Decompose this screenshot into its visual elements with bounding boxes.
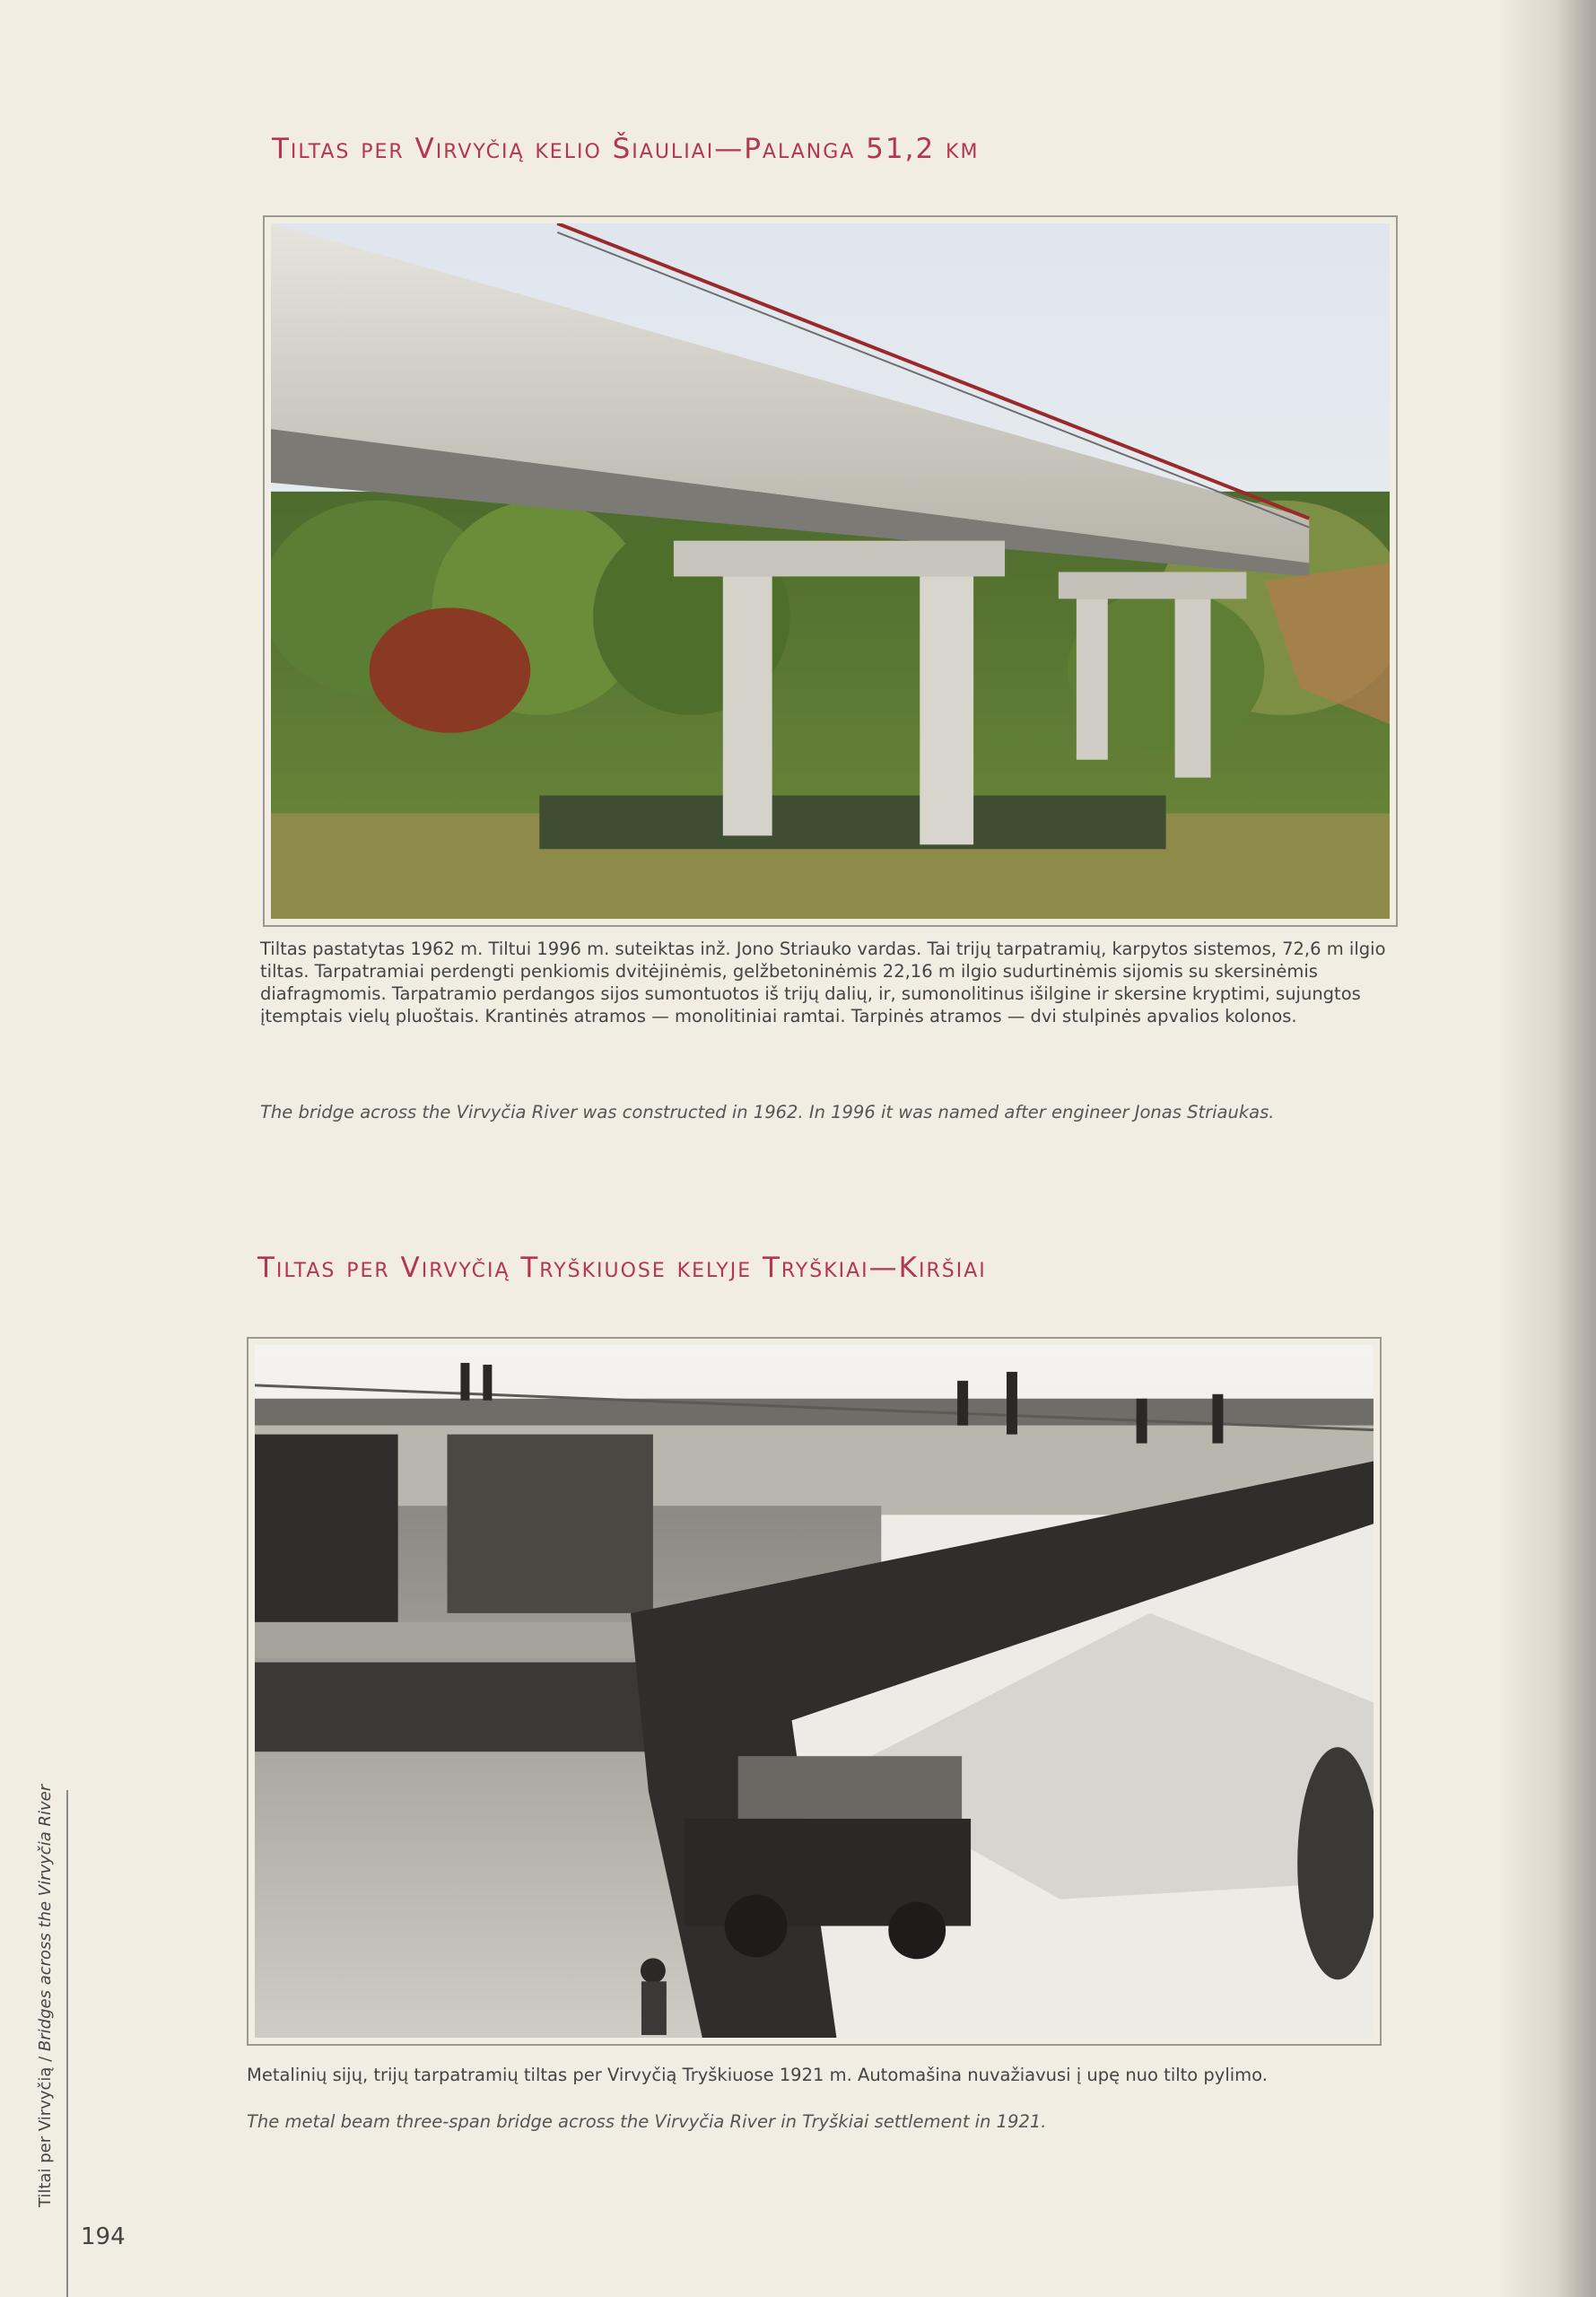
sidebar-text-lt: Tiltai per Virvyčią / [36, 2051, 55, 2207]
sidebar-rule [66, 1790, 68, 2297]
section1-caption-lt: Tiltas pastatytas 1962 m. Tiltui 1996 m. suteiktas inž. Jono Striauko vardas. Tai trijų tarpatramių, karpytos sistemos, 72,6 m ilgio tiltas. Tarpatramiai perdengti penkiomis dvitėjinėmis, gelžbetoninėmis 22,16 m ilgio sudurtinėmis sijomis su skersinėmis diafragmomis. Tarpatramio perdangos sijos sumontuotos iš trijų dalių, ir, sumonolitinus išilgine ir skersine kryptimi, sujungtos įtemptais vielų pluoštais. Krantinės atramos — monolitiniai ramtai. Tarpinės atramos — dvi stulpinės apvalios kolonos. [260, 939, 1386, 1026]
section2-heading: Tiltas per Virvyčią Tryškiuose kelyje Tryškiai—Kiršiai [257, 1252, 987, 1284]
concrete-bridge-image [271, 223, 1390, 919]
section2-caption-lt: Metalinių sijų, trijų tarpatramių tiltas per Virvyčią Tryškiuose 1921 m. Automašina nuvažiavusi į upę nuo tilto pylimo. [247, 2065, 1268, 2085]
sidebar-running-title [36, 1785, 55, 2207]
page-number: 194 [81, 2223, 126, 2250]
photo-1921-bridge [247, 1337, 1382, 2046]
section2-caption-en: The metal beam three-span bridge across the Virvyčia River in Tryškiai settlement in 1921. [247, 2111, 1047, 2132]
section1-heading: Tiltas per Virvyčią kelio Šiauliai—Palanga 51,2 km [272, 133, 980, 165]
page-edge-shadow [1497, 0, 1596, 2297]
section1-caption-en: The bridge across the Virvyčia River was constructed in 1962. In 1996 it was named after engineer Jonas Striaukas. [260, 1102, 1275, 1122]
photo-concrete-bridge [263, 215, 1398, 927]
historic-bridge-image [255, 1345, 1374, 2038]
sidebar-text-en: Bridges across the Virvyčia River [36, 1784, 55, 2052]
